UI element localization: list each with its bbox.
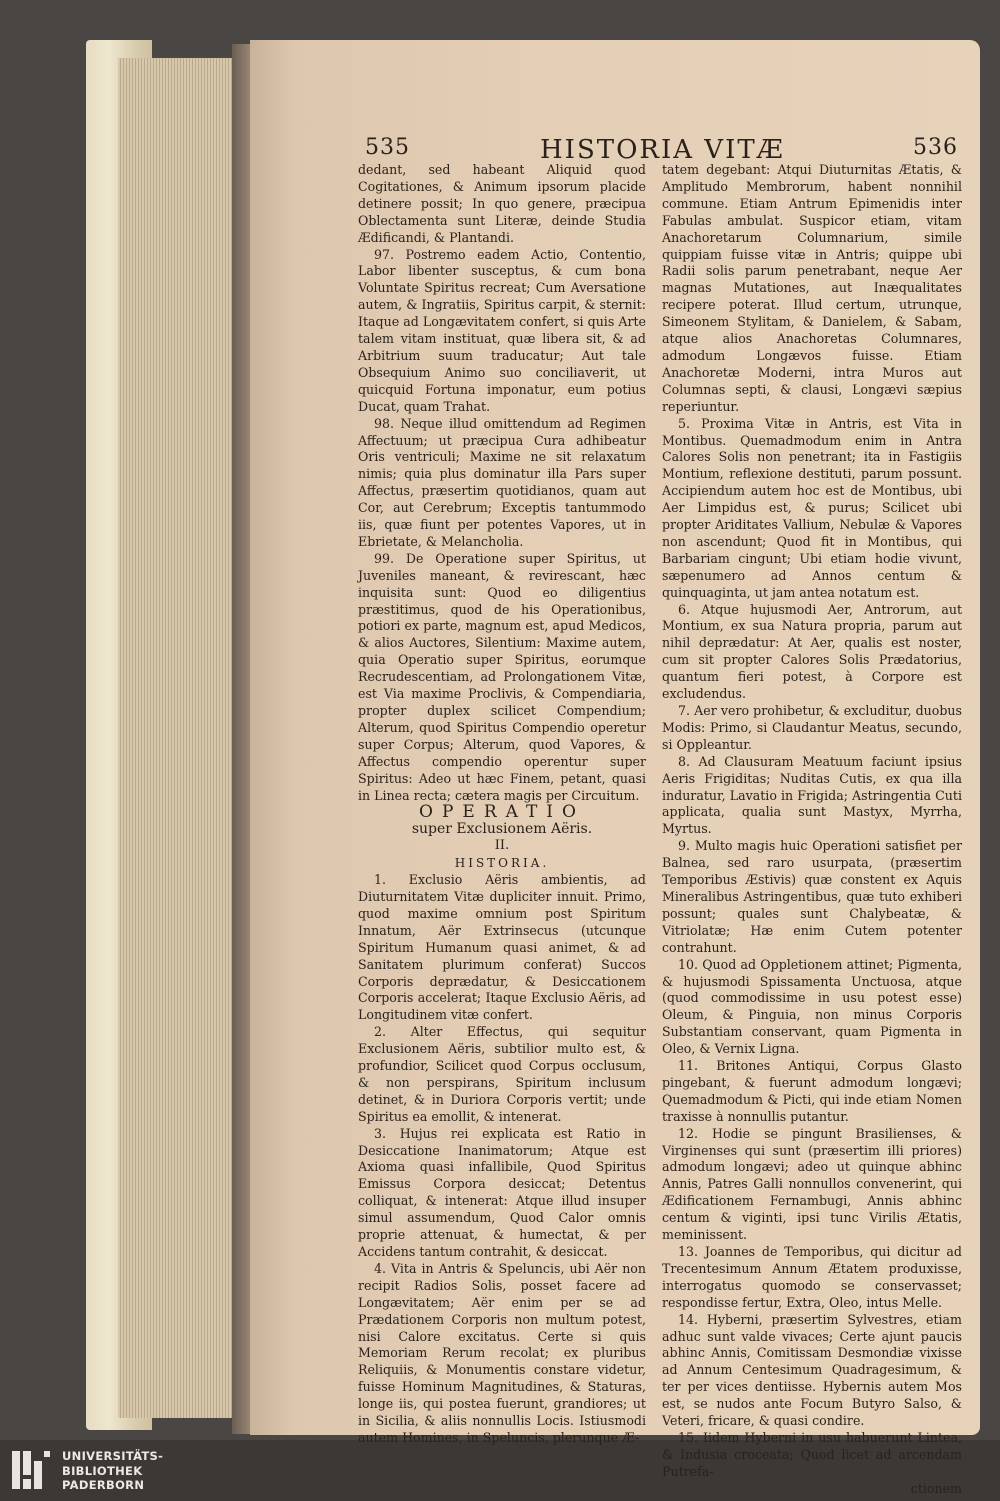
- page-number-right: 536: [913, 135, 958, 160]
- paragraph: 3. Hujus rei explicata est Ratio in Desiccatione Inanimatorum; Atque est Axioma quasi infallibile, Quod Spiritus Emissus Corpora desiccat; Detentus colliquat, & intenerat: Atque illud insuper simul assumendum, Quod Calor omnis proprie attenuat, & humectat, & per Accidens tantum contrahit, & desiccat.: [358, 1125, 646, 1259]
- section-subtitle: super Exclusionem Aëris.: [411, 821, 593, 838]
- paragraph: 4. Vita in Antris & Speluncis, ubi Aër non recipit Radios Solis, posset facere ad Longævitatem; Aër enim per se ad Prædationem Corporis non multum potest, nisi Calore excitatus. Certe si quis Memoriam Rerum recolat; ex pluribus Reliquiis, & Monumentis constare videtur, fuisse Hominum Magnitudines, & Staturas, longe iis, qui postea fuerunt, grandiores; ut in Sicilia, & aliis nonnullis Locis. Istiusmodi autem Homines, in Speluncis, plerunque Æ-: [358, 1260, 646, 1445]
- section-title: OPERATIO: [419, 802, 585, 823]
- paragraph: 5. Proxima Vitæ in Antris, est Vita in Montibus. Quemadmodum enim in Antra Calores Solis non penetrant; ita in Fastigiis Montium, reflexione destituti, parum possunt. Accipiendum autem hoc est de Montibus, ubi Aer Limpidus est, & purus; Scilicet ubi propter Ariditates Vallium, Nebulæ & Vapores non ascendunt; Quod fit in Montibus, qui Barbariam cingunt; Ubi etiam hodie vivunt, sæpenumero ad Annos centum & quinquaginta, ut jam antea notatum est.: [662, 415, 962, 600]
- paragraph: 1. Exclusio Aëris ambientis, ad Diuturnitatem Vitæ dupliciter innuit. Primo, quod maxime omnium post Spiritum Innatum, Aër Extrinsecus (utcunque Spiritum Humanum quasi animet, & ad Sanitatem plurimum conferat) Succos Corporis deprædatur, & Desiccationem Corporis accelerat; Itaque Exclusio Aëris, ad Longitudinem vitæ confert.: [358, 872, 646, 1023]
- paragraph: 6. Atque hujusmodi Aer, Antrorum, aut Montium, ex sua Natura propria, parum aut nihil deprædatur: At Aer, qualis est noster, cum sit propter Calores Solis Prædatorius, quantum fieri potest, à Corpore est excludendus.: [662, 601, 962, 702]
- paragraph: 9. Multo magis huic Operationi satisfiet per Balnea, sed raro usurpata, (præsertim Temporibus Æstivis) quæ constent ex Aquis Mineralibus Astringentibus, quæ tuto exhiberi possunt; quales sunt Chalybeatæ, & Vitriolatæ; Hæ enim Cutem potenter contrahunt.: [662, 838, 962, 955]
- paragraph: 97. Postremo eadem Actio, Contentio, Labor libenter susceptus, & cum bona Voluntate Spiritus recreat; Cum Aversatione autem, & Ingratiis, Spiritus carpit, & sternit: Itaque ad Longævitatem confert, si quis Arte talem vitam instituat, quæ libera sit, & ad Arbitrium suum traducatur; Aut tale Obsequium Animo suo conciliaverit, ut quicquid Fortuna imponatur, eum potius Ducat, quam Trahat.: [358, 246, 646, 414]
- paragraph: tatem degebant: Atqui Diuturnitas Ætatis, & Amplitudo Membrorum, habent nonnihil commune. Etiam Antrum Epimenidis inter Fabulas ambulat. Suspicor etiam, vitam Anachoretarum Columnarium, simile quippiam fuisse vitæ in Antris; quippe ubi Radii solis parum penetrabant, neque Aer magnas Mutationes, aut Inæqualitates recipere poterat. Illud certum, utrunque, Simeonem Stylitam, & Danielem, & Sabam, atque alios Anachoretas Columnares, admodum Longævos fuisse. Etiam Anachoretæ Moderni, intra Muros aut Columnas septi, & clausi, Longævi sæpius reperiuntur.: [662, 162, 962, 414]
- paragraph: 14. Hyberni, præsertim Sylvestres, etiam adhuc sunt valde vivaces; Certe ajunt paucis abhinc Annis, Comitissam Desmondiæ vixisse ad Annum Centesimum Quadragesimum, & ter per vices dentiisse. Hybernis autem Mos est, se nudos ante Focum Butyro Salso, & Veteri, fricare, & quasi condire.: [662, 1311, 962, 1429]
- book-page: [250, 40, 980, 1496]
- paragraph: 13. Joannes de Temporibus, qui dicitur ad Trecentesimum Annum Ætatem produxisse, interrogatus quomodo se conservasset; respondisse fertur, Extra, Oleo, intus Melle.: [662, 1244, 962, 1310]
- running-title: HISTORIA VITÆ: [540, 135, 785, 165]
- page-edges: [118, 58, 238, 1418]
- paragraph: 99. De Operatione super Spiritus, ut Juveniles maneant, & revirescant, hæc inquisita sunt: Quod eo diligentius præstitimus, quod de his Operationibus, potiori ex parte, magnum est, apud Medicos, & alios Auctores, Silentium: Maxime autem, quia Operatio super Spiritus, eorumque Recrudescentiam, ad Prolongationem Vitæ, est Via maxime Proclivis, & Compendiaria, propter duplex scilicet Compendium; Alterum, quod Spiritus Compendio operetur super Corpus; Alterum, quod Vapores, & Affectus compendio operentur super Spiritus: Adeo ut hæc Finem, petant, quasi in Linea recta; cætera magis per Circuitum.: [358, 550, 646, 803]
- logo-line: UNIVERSITÄTS-: [62, 1449, 164, 1463]
- paragraph: 8. Ad Clausuram Meatuum faciunt ipsius Aeris Frigiditas; Nuditas Cutis, ex qua illa induratur, Lavatio in Frigida; Astringentia Cuti applicata, qualia sunt Mastyx, Myrrha, Myrtus.: [662, 753, 962, 837]
- paragraph: dedant, sed habeant Aliquid quod Cogitationes, & Animum ipsorum placide detinere possit; In quo genere, præcipua Oblectamenta sunt Literæ, deinde Studia Ædificandi, & Plantandi.: [358, 162, 646, 245]
- right-column: [662, 162, 962, 1498]
- paragraph: 15. Iidem Hyberni in usu habuerunt Lintea, & Indusia croceata; Quod licet ad arcendam Putrefa-: [662, 1429, 962, 1479]
- section-number: II.: [494, 838, 510, 854]
- paragraph: 10. Quod ad Oppletionem attinet; Pigmenta, & hujusmodi Spissamenta Unctuosa, atque (quod commodissime in usu potest esse) Oleum, & Pinguia, non minus Corporis Substantiam conservant, quam Pigmenta in Oleo, & Vernix Ligna.: [662, 956, 962, 1057]
- section-label: HISTORIA.: [454, 856, 550, 871]
- library-logo-text: [62, 1449, 163, 1493]
- catchword: ctionem: [910, 1480, 962, 1496]
- paragraph: 7. Aer vero prohibetur, & excluditur, duobus Modis: Primo, si Claudantur Meatus, secundo, si Oppleantur.: [662, 703, 962, 752]
- logo-line: BIBLIOTHEK: [62, 1463, 143, 1478]
- paragraph: 11. Britones Antiqui, Corpus Glasto pingebant, & fuerunt admodum longævi; Quemadmodum & Picti, qui inde etiam Nomen traxisse à nonnullis putantur.: [662, 1058, 962, 1124]
- logo-line: PADERBORN: [62, 1478, 145, 1492]
- paragraph: 12. Hodie se pingunt Brasilienses, & Virginenses qui sunt (præsertim illi priores) admodum longævi; adeo ut quinque abhinc Annis, Patres Galli nonnullos convenerint, qui Ædificationem Fernambugi, Annis abhinc centum & viginti, ipsi tunc Virilis Ætatis, meminissent.: [662, 1125, 962, 1243]
- library-logo: [12, 1447, 212, 1495]
- paragraph: 98. Neque illud omittendum ad Regimen Affectuum; ut præcipua Cura adhibeatur Oris ventriculi; Maxime ne sit relaxatum nimis; quia plus dominatur illa Pars super Affectus, præsertim quotidianos, quam aut Cor, aut Cerebrum; Exceptis tantummodo iis, quæ fiunt per potentes Vapores, ut in Ebrietate, & Melancholia.: [358, 415, 646, 549]
- paragraph: 2. Alter Effectus, qui sequitur Exclusionem Aëris, subtilior multo est, & profundior, Scilicet quod Corpus occlusum, & non perspirans, Spiritum inclusum detinet, & in Duriora Corporis vertit; unde Spiritus ea emollit, & intenerat.: [358, 1024, 646, 1124]
- left-column: [358, 162, 646, 1447]
- page-number-left: 535: [365, 135, 410, 160]
- library-logo-icon: [12, 1451, 50, 1489]
